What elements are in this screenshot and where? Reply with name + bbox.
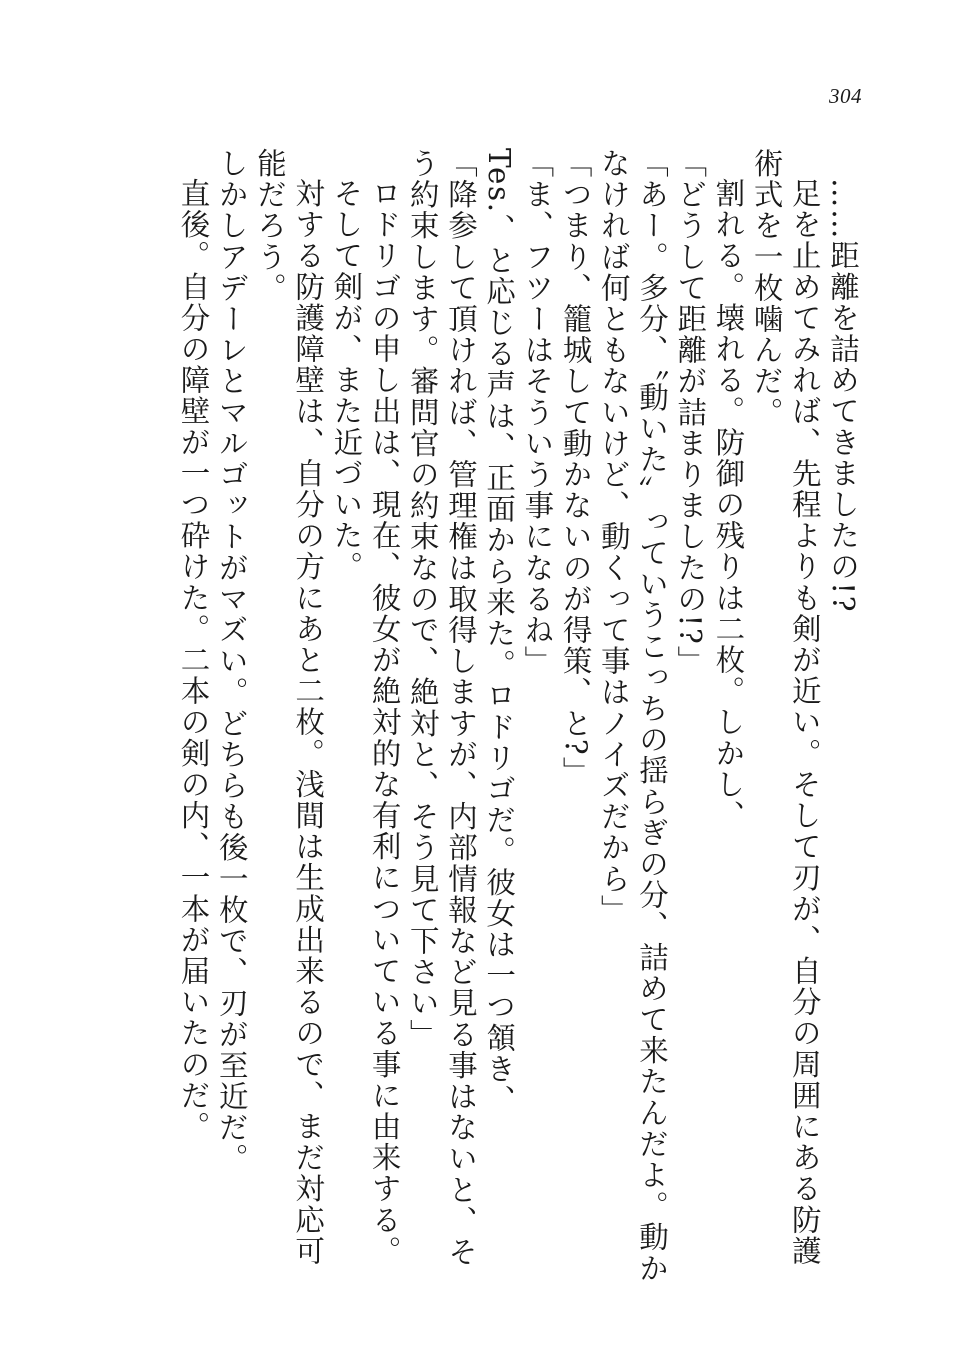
paragraph-14: 直後。自分の障壁が一つ砕けた。二本の剣の内、一本が届いたのだ。: [176, 177, 211, 1142]
paragraph-1: ……距離を詰めてきましたの!?: [826, 177, 860, 613]
paragraph-11: そして剣が、また近づいた。: [329, 177, 364, 582]
paragraph-4: 「どうして距離が詰まりましたの!?」: [673, 148, 708, 677]
paragraph-9: 「降参して頂ければ、管理権は取得しますが、内部情報など見る事はないと、そう約束します。審問官の約束なので、絶対と、そう見て下さい」: [405, 148, 478, 1268]
paragraph-8: Tes.、と応じる声は、正面から来た。ロドリゴだ。彼女は一つ頷き、: [482, 148, 517, 1116]
paragraph-3: 割れる。壊れる。防御の残りは二枚。しかし、: [711, 177, 746, 831]
vertical-text-body: [174, 148, 862, 1288]
paragraph-12: 対する防護障壁は、自分の方にあと二枚。浅間は生成出来るので、まだ対応可能だろう。: [252, 148, 326, 1266]
paragraph-10: ロドリゴの申し出は、現在、彼女が絶対的な有利についている事に由来する。: [367, 177, 402, 1266]
paragraph-7: 「ま、フツーはそういう事になるね」: [520, 148, 555, 677]
paragraph-6: 「つまり、籠城して動かないのが得策、と?」: [558, 148, 593, 788]
page-number: 304: [829, 84, 862, 108]
paragraph-5: 「あー。多分、〝動いた〟っていうこっちの揺らぎの分、詰めて来たんだよ。動かなければ何ともないけど、動くって事はノイズだから」: [596, 148, 669, 1284]
paragraph-2: 足を止めてみれば、先程よりも剣が近い。そして刃が、自分の周囲にある防護術式を一枚噛んだ。: [749, 148, 822, 1266]
paragraph-13: しかしアデーレとマルゴットがマズい。どちらも後一枚で、刃が至近だ。: [214, 148, 249, 1175]
